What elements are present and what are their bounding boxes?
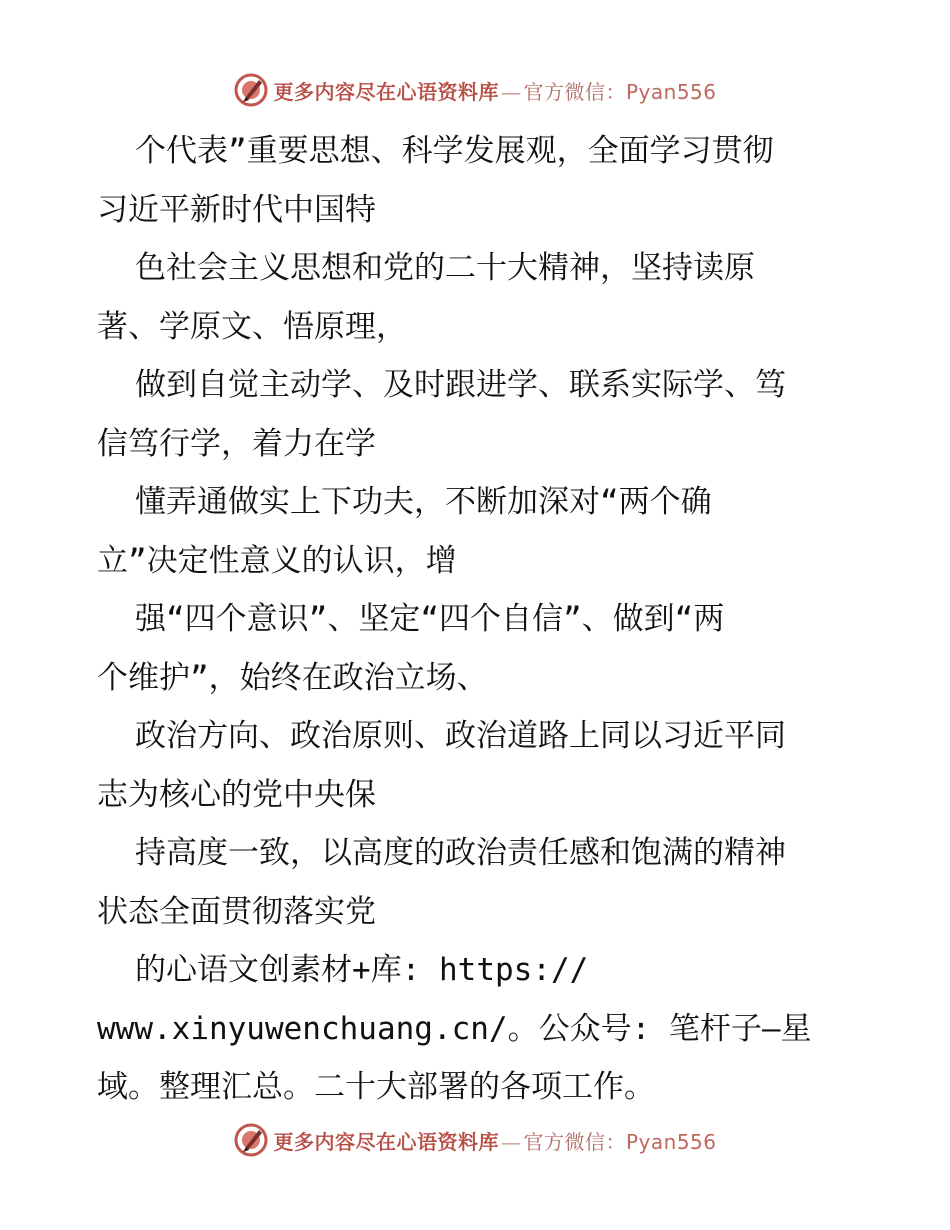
- text-line: 个维护”，始终在政治立场、: [97, 659, 488, 696]
- banner-official-label: 官方微信：: [523, 79, 626, 104]
- text-line: 色社会主义思想和党的二十大精神，坚持读原: [135, 250, 755, 286]
- text-line: 懂弄通做实上下功夫，不断加深对“两个确: [135, 484, 712, 520]
- pen-logo-icon: [233, 1122, 269, 1158]
- header-banner: [0, 70, 950, 110]
- text-line: 个代表”重要思想、科学发展观，全面学习贯彻: [135, 133, 774, 169]
- banner-official-label: 官方微信：: [523, 1129, 626, 1154]
- footer-banner-text: [273, 1126, 716, 1155]
- text-line: 状态全面贯彻落实党: [97, 893, 376, 930]
- banner-dash: —: [500, 1129, 522, 1154]
- text-line: 政治方向、政治原则、政治道路上同以习近平同: [135, 718, 786, 754]
- text-line: 立”决定性意义的认识，增: [97, 542, 457, 579]
- banner-dash: —: [500, 79, 522, 104]
- banner-main-text: 更多内容尽在心语资料库: [273, 1129, 499, 1154]
- banner-wechat-id: Pyan556: [625, 1129, 717, 1154]
- banner-wechat-id: Pyan556: [625, 79, 717, 104]
- footer-banner: [0, 1120, 950, 1160]
- text-line: 著、学原文、悟原理，: [97, 308, 407, 345]
- text-line: 习近平新时代中国特: [97, 191, 376, 228]
- body-text: [97, 122, 857, 1117]
- text-line: 信笃行学，着力在学: [97, 425, 376, 462]
- text-line: 的心语文创素材+库: https://: [135, 952, 589, 988]
- header-banner-text: [273, 76, 716, 105]
- banner-main-text: 更多内容尽在心语资料库: [273, 79, 499, 104]
- text-line: 域。整理汇总。二十大部署的各项工作。: [97, 1069, 655, 1105]
- text-line: 志为核心的党中央保: [97, 776, 376, 813]
- text-line: www.xinyuwenchuang.cn/。公众号: 笔杆子—星: [97, 1010, 812, 1047]
- text-line: 做到自觉主动学、及时跟进学、联系实际学、笃: [135, 367, 786, 403]
- text-line: 强“四个意识”、坚定“四个自信”、做到“两: [135, 601, 725, 637]
- pen-logo-icon: [233, 72, 269, 108]
- text-line: 持高度一致，以高度的政治责任感和饱满的精神: [135, 835, 786, 871]
